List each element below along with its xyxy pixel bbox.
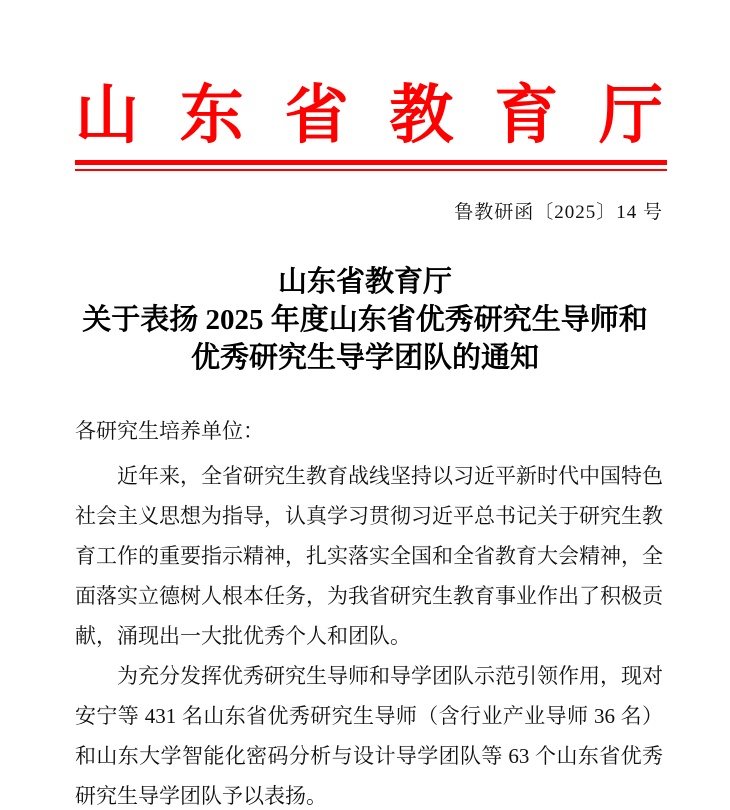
paragraph1-line: 献，涌现出一大批优秀个人和团队。 bbox=[75, 624, 411, 648]
document-body bbox=[75, 411, 663, 810]
paragraph2-line: 研究生导学团队予以表扬。 bbox=[75, 784, 327, 808]
document-title bbox=[0, 263, 730, 377]
title-line-2: 关于表扬 2025 年度山东省优秀研究生导师和 bbox=[82, 304, 648, 336]
red-separator-thin-line bbox=[75, 169, 667, 171]
paragraph2-line: 安宁等 431 名山东省优秀研究生导师（含行业产业导师 36 名） bbox=[75, 704, 663, 728]
paragraph1-line: 社会主义思想为指导，认真学习贯彻习近平总书记关于研究生教 bbox=[75, 504, 663, 528]
document-number: 鲁教研函〔2025〕14 号 bbox=[454, 202, 663, 223]
paragraph2-line: 为充分发挥优秀研究生导师和导学团队示范引领作用，现对 bbox=[117, 664, 663, 688]
title-line-3: 优秀研究生导学团队的通知 bbox=[190, 342, 539, 374]
title-line-1: 山东省教育厅 bbox=[277, 266, 452, 298]
agency-header: 山东省教育厅 bbox=[75, 80, 663, 151]
paragraph2-line: 和山东大学智能化密码分析与设计导学团队等 63 个山东省优秀 bbox=[75, 744, 663, 768]
paragraph1-line: 育工作的重要指示精神，扎实落实全国和全省教育大会精神，全 bbox=[75, 544, 663, 568]
paragraph1-line: 近年来，全省研究生教育战线坚持以习近平新时代中国特色 bbox=[117, 464, 663, 488]
salutation: 各研究生培养单位： bbox=[75, 419, 264, 443]
paragraph1-line: 面落实立德树人根本任务，为我省研究生教育事业作出了积极贡 bbox=[75, 584, 663, 608]
red-separator-thick-line bbox=[75, 160, 667, 165]
